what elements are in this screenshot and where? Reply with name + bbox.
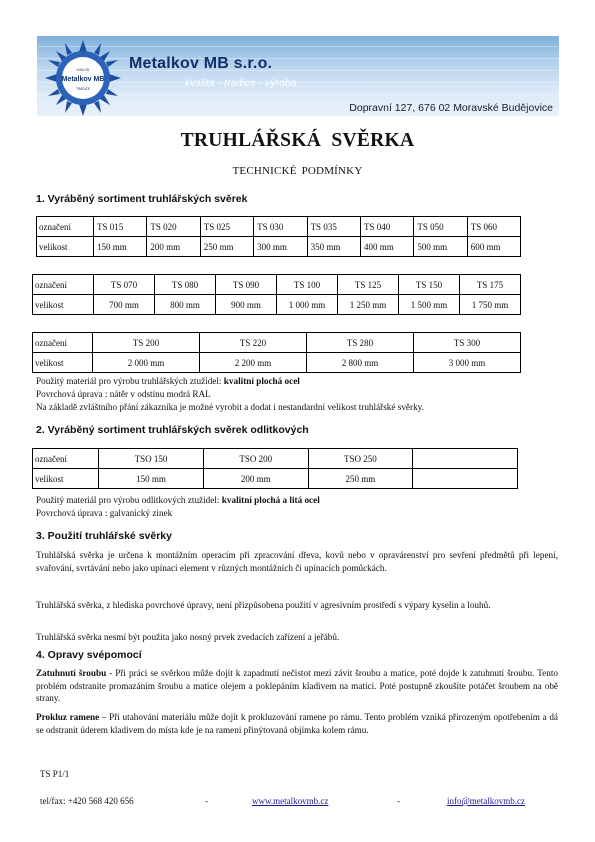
- table-row-codes: [33, 449, 518, 469]
- repair-paragraph-1: [36, 667, 558, 705]
- table-cell: 1 750 mm: [460, 295, 521, 315]
- logo-text: Metalkov MB: [61, 76, 105, 83]
- table-cell: TS 040: [360, 217, 413, 237]
- table-cell: TS 150: [399, 275, 460, 295]
- table-cell: 900 mm: [216, 295, 277, 315]
- footer-separator: -: [205, 796, 208, 806]
- table-cell: TS 080: [155, 275, 216, 295]
- table-cell: 200 mm: [147, 237, 200, 257]
- table-cell: TSO 150: [99, 449, 204, 469]
- sortiment-table-3: [32, 332, 521, 373]
- table-cell: TS 025: [200, 217, 253, 237]
- footer-web-link[interactable]: [252, 796, 328, 806]
- repair-text-screw: - Při práci se svěrkou může dojít k zapadnutí nečistot mezi závit šroubu a matice, poté dojde k zatuhnutí šroubu. Tento problém odstraníte promazáním šroubu a matice olejem a poklepáním kladivem na matici. Poté postupně zkoušíte potáčet šroubem na obě strany.: [36, 668, 558, 703]
- document-subtitle: TECHNICKÉ PODMÍNKY: [232, 165, 363, 177]
- table-cell: 1 250 mm: [338, 295, 399, 315]
- document-title: TRUHLÁŘSKÁ SVĚRKA: [180, 130, 415, 151]
- table-row-codes: [37, 217, 521, 237]
- company-name: Metalkov MB s.r.o.: [129, 55, 273, 72]
- surface-line-2: Povrchová úprava : galvanický zinek: [36, 508, 173, 518]
- table-row-sizes: [37, 237, 521, 257]
- table-row-codes: [33, 333, 521, 353]
- material-value: kvalitní plochá a litá ocel: [221, 495, 320, 505]
- table-cell: TS 070: [94, 275, 155, 295]
- table-cell: 800 mm: [155, 295, 216, 315]
- table-cell: 2 200 mm: [200, 353, 307, 373]
- sortiment-table-2: [32, 274, 521, 315]
- table-cell: 500 mm: [414, 237, 467, 257]
- table-cell: TS 050: [414, 217, 467, 237]
- table-cell: [413, 469, 518, 489]
- table-row-sizes: [33, 353, 521, 373]
- header-banner: [37, 36, 559, 116]
- table-cell: TS 030: [254, 217, 307, 237]
- table-cell: TS 015: [94, 217, 147, 237]
- section-1-heading: 1. Vyráběný sortiment truhlářských svěrek: [36, 193, 248, 205]
- logo-ring-top: KVALITA: [76, 68, 90, 72]
- table-cell: TS 300: [414, 333, 521, 353]
- header-label: označení: [33, 333, 93, 353]
- surface-line-1: Povrchová úprava : nátěr v odstínu modrá RAL: [36, 389, 211, 399]
- section-2-heading: 2. Vyráběný sortiment truhlářských svěrek odlitkových: [36, 424, 309, 436]
- repair-paragraph-2: [36, 711, 558, 736]
- table-cell: TS 280: [307, 333, 414, 353]
- table-cell: 200 mm: [203, 469, 308, 489]
- usage-paragraph-3: Truhlářská svěrka nesmí být použita jako nosný prvek zvedacích zařízení a jeřábů.: [36, 632, 340, 642]
- repair-label-arm: Prokluz ramene: [36, 712, 100, 722]
- table-cell: 2 000 mm: [93, 353, 200, 373]
- table-cell: 3 000 mm: [414, 353, 521, 373]
- web-link[interactable]: www.metalkovmb.cz: [252, 796, 329, 806]
- table-cell: TS 020: [147, 217, 200, 237]
- table-cell: TS 060: [467, 217, 520, 237]
- table-cell: TS 100: [277, 275, 338, 295]
- table-cell: TSO 250: [308, 449, 413, 469]
- header-label: označení: [33, 449, 99, 469]
- section-3-heading: 3. Použití truhlářské svěrky: [36, 530, 172, 542]
- material-label: Použitý materiál pro výrobu odlitkových ztužidel:: [36, 495, 220, 505]
- usage-paragraph-2: Truhlářská svěrka, z hlediska povrchové úpravy, není přizpůsobena použití v agresivním prostředí s výpary kyselin a louhů.: [36, 600, 491, 610]
- table-cell: TS 175: [460, 275, 521, 295]
- material-value: kvalitní plochá ocel: [223, 376, 300, 386]
- table-cell: 150 mm: [99, 469, 204, 489]
- sortiment-table-1: [36, 216, 521, 257]
- section-4-heading: 4. Opravy svépomocí: [36, 649, 142, 661]
- table-cell: 300 mm: [254, 237, 307, 257]
- logo-ring-bottom: TRADICE: [76, 87, 90, 91]
- table-cell: 150 mm: [94, 237, 147, 257]
- material-label: Použitý materiál pro výrobu truhlářských ztužidel:: [36, 376, 222, 386]
- table-cell: TSO 200: [203, 449, 308, 469]
- table-row-codes: [33, 275, 521, 295]
- repair-label-screw: Zatuhnutí šroubu: [36, 668, 107, 678]
- table-cell: 350 mm: [307, 237, 360, 257]
- table-cell: 1 000 mm: [277, 295, 338, 315]
- company-address: Dopravní 127, 676 02 Moravské Budějovice: [349, 102, 553, 114]
- value-label: velikost: [33, 295, 94, 315]
- odlitkove-table: [32, 448, 518, 489]
- table-cell: TS 200: [93, 333, 200, 353]
- table-row-sizes: [33, 295, 521, 315]
- company-logo: [43, 38, 123, 116]
- table-cell: 700 mm: [94, 295, 155, 315]
- table-cell: TS 090: [216, 275, 277, 295]
- header-label: označení: [33, 275, 94, 295]
- footer-separator: -: [397, 796, 400, 806]
- header-label: označení: [37, 217, 94, 237]
- table-cell: TS 125: [338, 275, 399, 295]
- table-cell: 1 500 mm: [399, 295, 460, 315]
- value-label: velikost: [33, 353, 93, 373]
- table-cell: 250 mm: [308, 469, 413, 489]
- company-slogan: kvalita - tradice - výroba: [185, 78, 297, 89]
- table-cell: 400 mm: [360, 237, 413, 257]
- table-row-sizes: [33, 469, 518, 489]
- footer-email-link[interactable]: [447, 796, 525, 806]
- value-label: velikost: [33, 469, 99, 489]
- material-line-2: [36, 494, 558, 507]
- table-cell: 600 mm: [467, 237, 520, 257]
- table-cell: TS 220: [200, 333, 307, 353]
- repair-text-arm: – Při utahování materiálu může dojít k prokluzování ramene po rámu. Tento problém vzniká přirozeným opotřebením a dá se odstranit úderem kladivem do místa kde je na rameni přinýtovaná objímka kolem rámu.: [36, 712, 558, 735]
- value-label: velikost: [37, 237, 94, 257]
- usage-paragraph-1: Truhlářská svěrka je určena k montážním operacím při zpracování dřeva, kovů nebo v opravárenství pro sevření předmětů při lepení, svařování, svrtávání nebo jako upínací element v různých montážních či upínacích pomůckách.: [36, 550, 558, 573]
- email-link[interactable]: info@metalkovmb.cz: [447, 796, 526, 806]
- table-cell: TS 035: [307, 217, 360, 237]
- material-line-1: [36, 375, 558, 388]
- table-cell: 250 mm: [200, 237, 253, 257]
- page-indicator: TS P1/1: [40, 769, 70, 779]
- custom-size-note: Na základě zvláštního přání zákazníka je možné vyrobit a dodat i nestandardní velikost truhlářské svěrky.: [36, 402, 424, 412]
- table-cell: [413, 449, 518, 469]
- footer-phone: tel/fax: +420 568 420 656: [40, 796, 134, 806]
- table-cell: 2 800 mm: [307, 353, 414, 373]
